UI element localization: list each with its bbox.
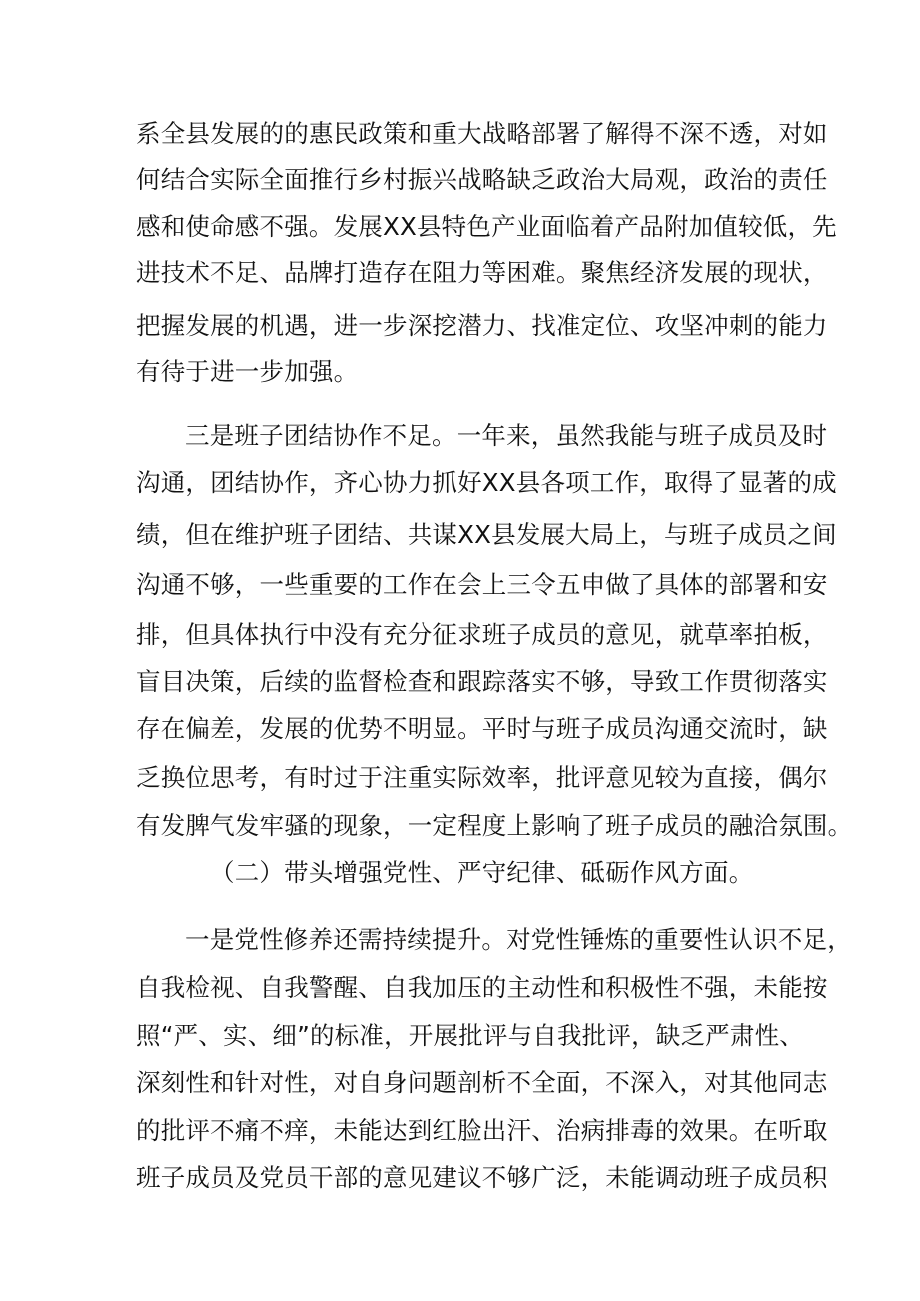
text-line: 沟通不够，一些重要的工作在会上三令五申做了具体的部署和安 [136,570,828,599]
text-line: 的批评不痛不痒，未能达到红脸出汗、治病排毒的效果。在听取 [136,1116,828,1145]
text-line: 绩，但在维护班子团结、共谋XX县发展大局上，与班子成员之间 [136,520,837,549]
paragraph-first-line: 三是班子团结协作不足。一年来，虽然我能与班子成员及时 [185,421,828,450]
section-heading: （二）带头增强党性、严守纪律、砥砺作风方面。 [210,858,754,887]
text-line: 乏换位思考，有时过于注重实际效率，批评意见较为直接，偶尔 [136,763,828,792]
text-line: 沟通，团结协作，齐心协力抓好XX县各项工作，取得了显著的成 [136,468,837,497]
text-line: 系全县发展的的惠民政策和重大战略部署了解得不深不透，对如 [136,119,828,148]
text-line: 深刻性和针对性，对自身问题剖析不全面，不深入，对其他同志 [136,1068,828,1097]
text-line: 盲目决策，后续的监督检查和跟踪落实不够，导致工作贯彻落实 [136,667,828,696]
paragraph-first-line: 一是党性修养还需持续提升。对党性锤炼的重要性认识不足， [185,925,852,954]
text-line: 班子成员及党员干部的意见建议不够广泛，未能调动班子成员积 [136,1163,828,1192]
text-line: 自我检视、自我警醒、自我加压的主动性和积极性不强，未能按 [136,973,828,1002]
text-line: 有发脾气发牢骚的现象，一定程度上影响了班子成员的融洽氛围。 [136,811,853,840]
text-line: 进技术不足、品牌打造存在阻力等困难。聚焦经济发展的现状， [136,258,828,287]
text-line: 把握发展的机遇，进一步深挖潜力、找准定位、攻坚冲刺的能力 [136,311,828,340]
text-line: 有待于进一步加强。 [136,357,359,386]
text-line: 存在偏差，发展的优势不明显。平时与班子成员沟通交流时，缺 [136,714,828,743]
text-line: 照“严、实、细”的标准，开展批评与自我批评，缺乏严肃性、 [136,1021,804,1050]
text-line: 排，但具体执行中没有充分征求班子成员的意见，就草率拍板， [136,620,828,649]
text-line: 感和使命感不强。发展XX县特色产业面临着产品附加值较低，先 [136,212,837,241]
text-line: 何结合实际全面推行乡村振兴战略缺乏政治大局观，政治的责任 [136,165,828,194]
